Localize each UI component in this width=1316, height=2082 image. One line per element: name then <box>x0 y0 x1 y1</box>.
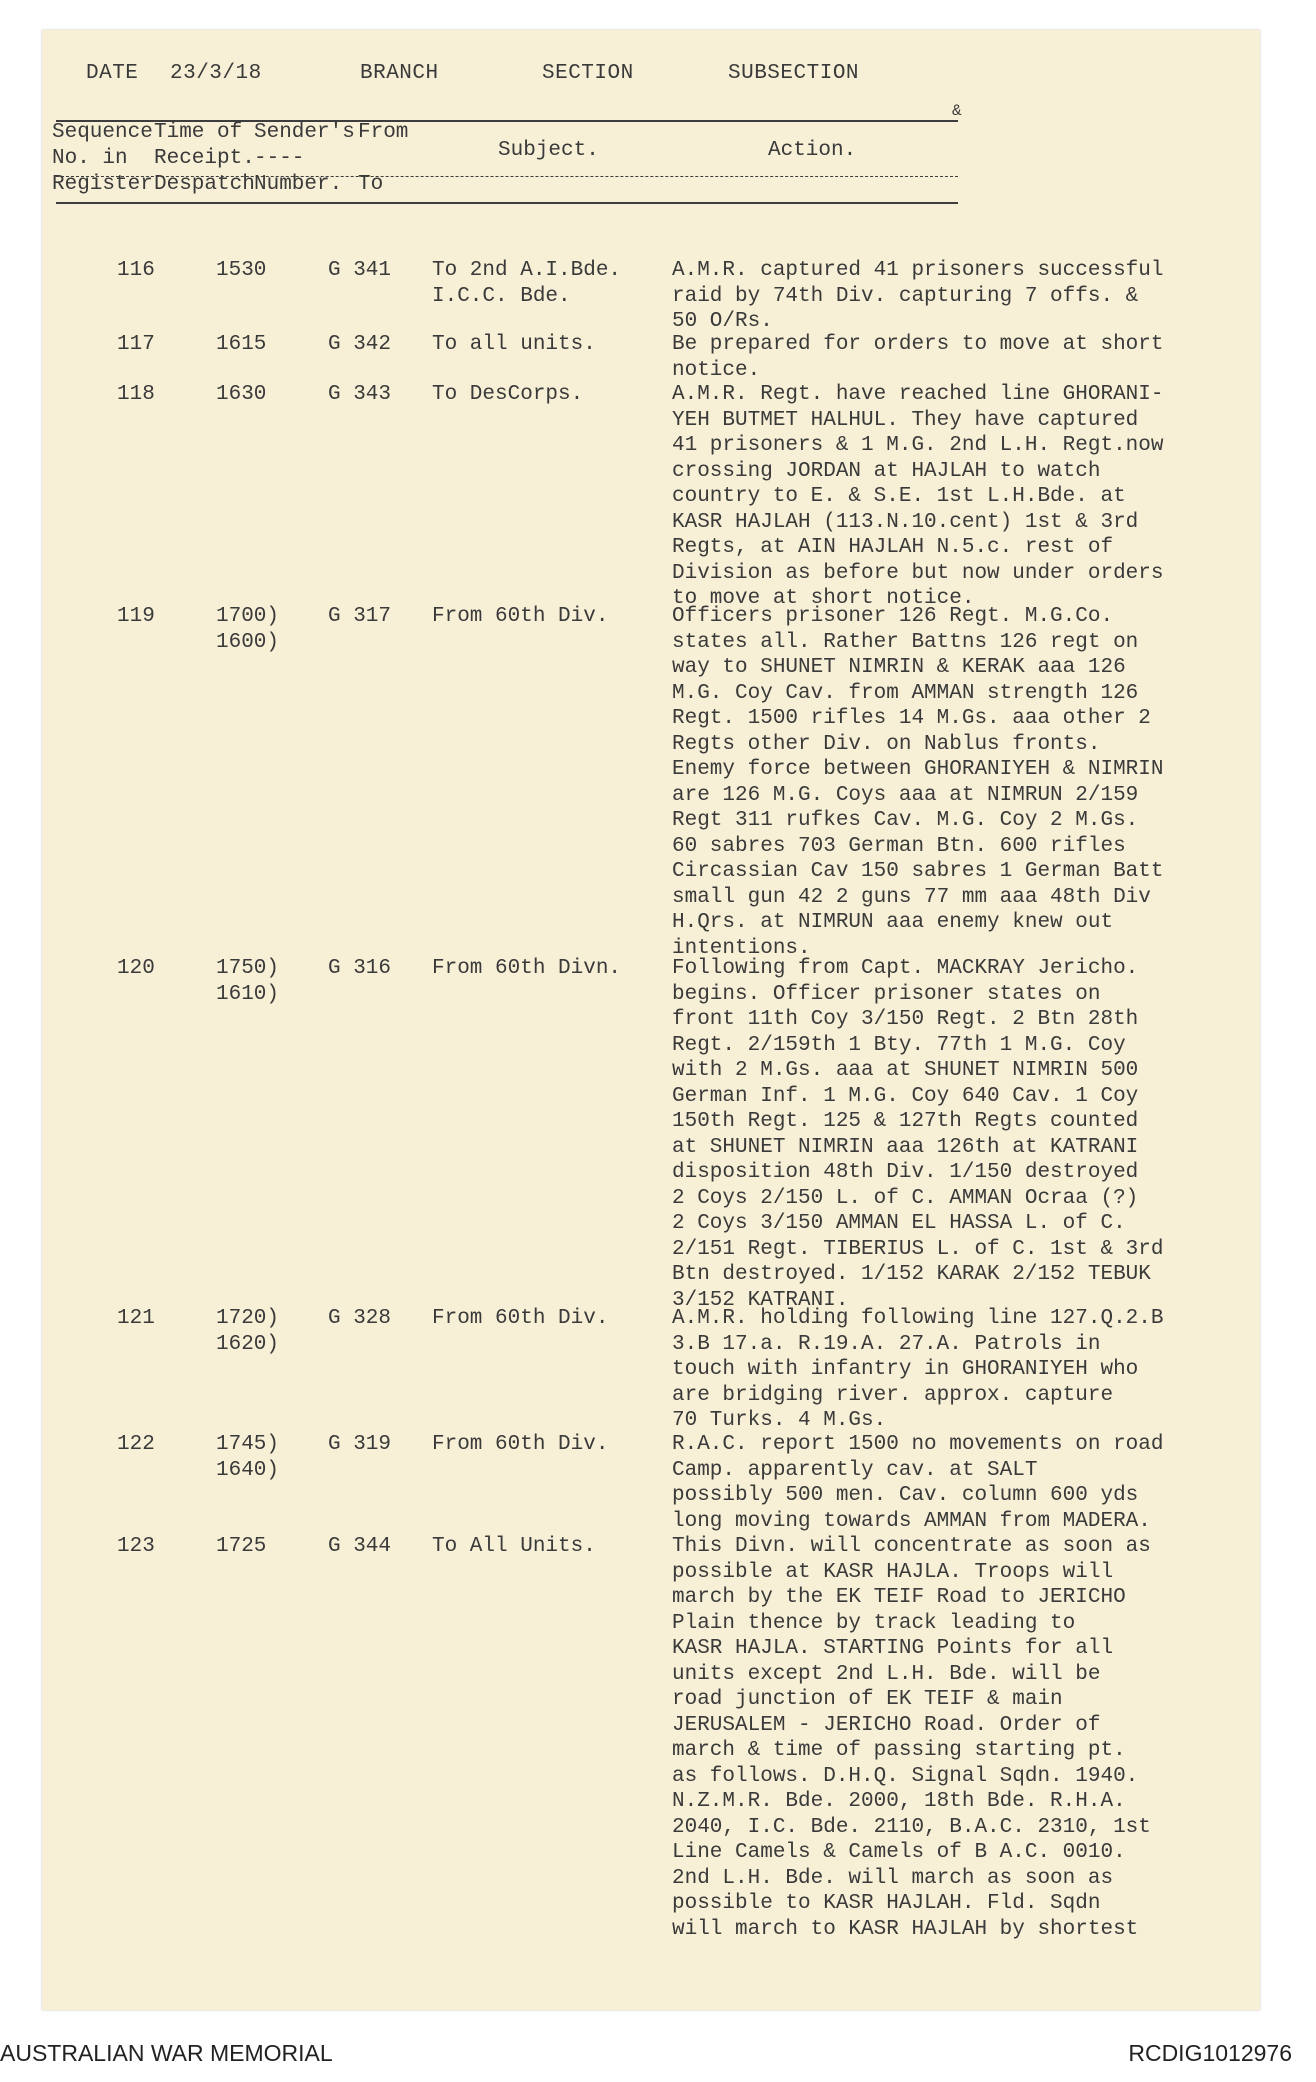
ampersand-mark: & <box>952 102 963 120</box>
entry-number: G 328 <box>328 1307 392 1330</box>
entry-from-to: To All Units. <box>432 1535 596 1558</box>
entry-subject: Be prepared for orders to move at short notice. <box>672 333 1164 382</box>
entry-from-to: To all units. <box>432 333 596 356</box>
section-label: SECTION <box>542 62 634 85</box>
entry-from-to: From 60th Div. <box>432 605 609 628</box>
col-subject: Subject. <box>498 139 599 162</box>
footer-catalogue-id: RCDIG1012976 <box>1128 2040 1292 2066</box>
entry-time: 1745) 1640) <box>216 1433 280 1482</box>
col-sequence: Sequence No. in Register <box>52 121 153 196</box>
entry-seq: 121 <box>117 1307 155 1330</box>
date-value: 23/3/18 <box>170 62 262 85</box>
entry-subject: This Divn. will concentrate as soon as possible at KASR HAJLA. Troops will march by the EK TEIF Road to JERICHO Plain thence by track leading to KASR HAJLA. STARTING Points for all units except 2nd L.H. Bde. will be road junction of EK TEIF & main JERUSALEM - JERICHO Road. Order of march & time of passing starting pt. as follows. D.H.Q. Signal Sqdn. 1940. N.Z.M.R. Bde. 2000, 18th Bde. R.H.A. 2040, I.C. Bde. 2110, B.A.C. 2310, 1st Line Camels & Camels of B A.C. 0010. 2nd L.H. Bde. will march as soon as possible to KASR HAJLAH. Fld. Sqdn will march to KASR HAJLAH by shortest <box>672 1535 1151 1941</box>
header-rule-bottom <box>56 202 958 204</box>
header-rule-mid <box>56 176 958 177</box>
entry-seq: 118 <box>117 383 155 406</box>
subsection-label: SUBSECTION <box>728 62 860 85</box>
entry-subject: R.A.C. report 1500 no movements on road Camp. apparently cav. at SALT possibly 500 men. Cav. column 600 yds long moving towards AMMAN from MADERA. <box>672 1433 1164 1533</box>
entry-seq: 117 <box>117 333 155 356</box>
entry-time: 1720) 1620) <box>216 1307 280 1356</box>
entry-seq: 123 <box>117 1535 155 1558</box>
entry-subject: Following from Capt. MACKRAY Jericho. begins. Officer prisoner states on front 11th Coy 3/150 Regt. 2 Btn 28th Regt. 2/159th 1 Bty. 77th 1 M.G. Coy with 2 M.Gs. aaa at SHUNET NIMRIN 500 German Inf. 1 M.G. Coy 640 Cav. 1 Coy 150th Regt. 125 & 127th Regts counted at SHUNET NIMRIN aaa 126th at KATRANI disposition 48th Div. 1/150 destroyed 2 Coys 2/150 L. of C. AMMAN Ocraa (?) 2 Coys 3/150 AMMAN EL HASSA L. of C. 2/151 Regt. TIBERIUS L. of C. 1st & 3rd Btn destroyed. 1/152 KARAK 2/152 TEBUK 3/152 KATRANI. <box>672 957 1164 1312</box>
branch-label: BRANCH <box>360 62 439 85</box>
date-label: DATE <box>86 62 139 85</box>
entry-number: G 342 <box>328 333 392 356</box>
entry-number: G 317 <box>328 605 392 628</box>
entry-time: 1750) 1610) <box>216 957 280 1006</box>
entry-subject: A.M.R. captured 41 prisoners successful raid by 74th Div. capturing 7 offs. & 50 O/Rs. <box>672 259 1164 333</box>
entry-time: 1530 <box>216 259 267 282</box>
footer-source: AUSTRALIAN WAR MEMORIAL <box>0 2040 333 2066</box>
entry-time: 1725 <box>216 1535 267 1558</box>
entry-from-to: To DesCorps. <box>432 383 584 406</box>
entry-from-to: To 2nd A.I.Bde. I.C.C. Bde. <box>432 259 622 308</box>
col-from-to: From To <box>358 121 409 196</box>
entry-number: G 316 <box>328 957 392 980</box>
entry-seq: 120 <box>117 957 155 980</box>
entry-time: 1630 <box>216 383 267 406</box>
entry-seq: 122 <box>117 1433 155 1456</box>
entry-number: G 343 <box>328 383 392 406</box>
col-action: Action. <box>768 139 857 162</box>
entry-subject: Officers prisoner 126 Regt. M.G.Co. states all. Rather Battns 126 regt on way to SHUNET NIMRIN & KERAK aaa 126 M.G. Coy Cav. from AMMAN strength 126 Regt. 1500 rifles 14 M.Gs. aaa other 2 Regts other Div. on Nablus fronts. Enemy force between GHORANIYEH & NIMRIN are 126 M.G. Coys aaa at NIMRUN 2/159 Regt 311 rufkes Cav. M.G. Coy 2 M.Gs. 60 sabres 703 German Btn. 600 rifles Circassian Cav 150 sabres 1 German Batt small gun 42 2 guns 77 mm aaa 48th Div H.Qrs. at NIMRUN aaa enemy knew out intentions. <box>672 605 1164 960</box>
entry-seq: 116 <box>117 259 155 282</box>
entry-number: G 319 <box>328 1433 392 1456</box>
entry-subject: A.M.R. Regt. have reached line GHORANI- YEH BUTMET HALHUL. They have captured 41 prisoners & 1 M.G. 2nd L.H. Regt.now crossing JORDAN at HAJLAH to watch country to E. & S.E. 1st L.H.Bde. at KASR HAJLAH (113.N.10.cent) 1st & 3rd Regts, at AIN HAJLAH N.5.c. rest of Division as before but now under orders to move at short notice. <box>672 383 1164 610</box>
entry-from-to: From 60th Divn. <box>432 957 622 980</box>
entry-seq: 119 <box>117 605 155 628</box>
col-time: Time of Receipt. Despatch <box>154 121 255 196</box>
entry-time: 1615 <box>216 333 267 356</box>
entry-from-to: From 60th Div. <box>432 1433 609 1456</box>
entry-subject: A.M.R. holding following line 127.Q.2.B 3.B 17.a. R.19.A. 27.A. Patrols in touch with infantry in GHORANIYEH who are bridging river. approx. capture 70 Turks. 4 M.Gs. <box>672 1307 1164 1432</box>
entry-time: 1700) 1600) <box>216 605 280 654</box>
entry-from-to: From 60th Div. <box>432 1307 609 1330</box>
col-sender: Sender's ---- Number. <box>254 121 355 196</box>
entry-number: G 341 <box>328 259 392 282</box>
entry-number: G 344 <box>328 1535 392 1558</box>
